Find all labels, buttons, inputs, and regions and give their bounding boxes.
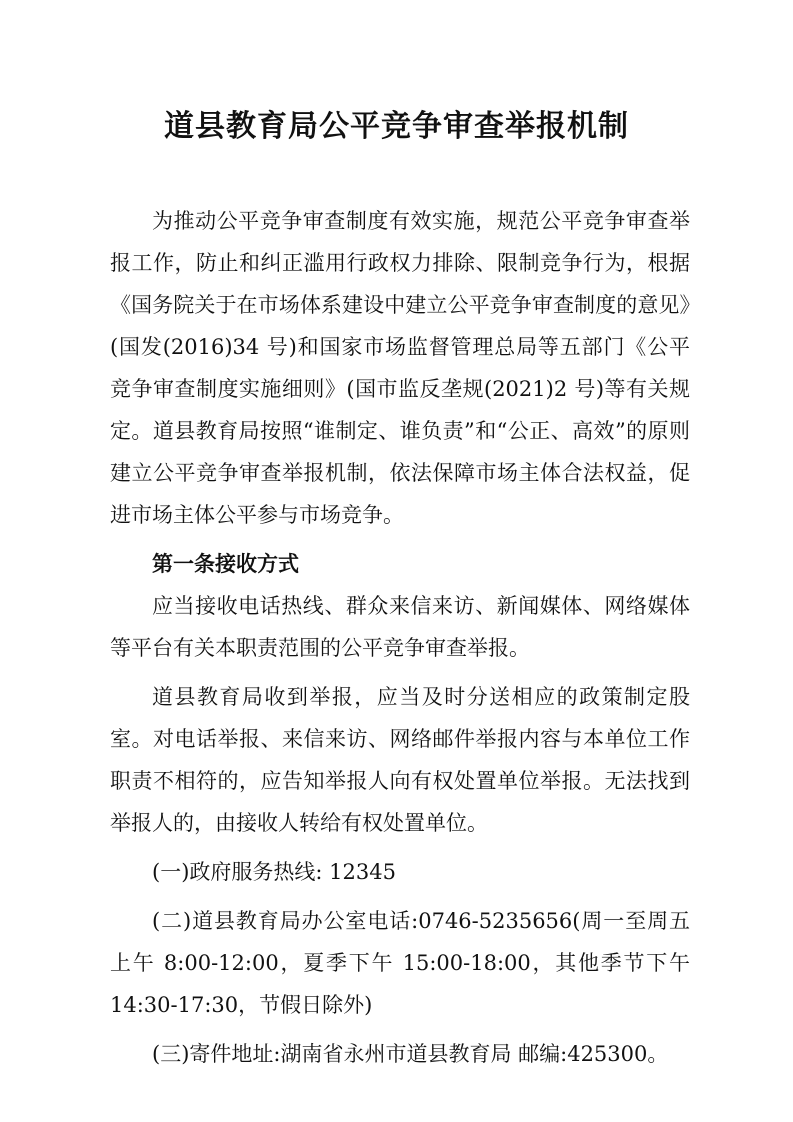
section-heading-receiving-methods: 第一条接收方式 [152,552,299,576]
hotline-item: (一)政府服务热线: 12345 [152,860,396,884]
document-body [110,200,690,1082]
handling-paragraph: 道县教育局收到举报，应当及时分送相应的政策制定股室。对电话举报、来信来访、网络邮件举报内容与本单位工作职责不相符的，应告知举报人向有权处置单位举报。无法找到举报人的，由接收人转给有权处置单位。 [110,685,690,835]
document-title: 道县教育局公平竞争审查举报机制 [164,109,629,144]
intro-paragraph: 为推动公平竞争审查制度有效实施，规范公平竞争审查举报工作，防止和纠正滥用行政权力排除、限制竞争行为，根据《国务院关于在市场体系建设中建立公平竞争审查制度的意见》(国发(2016)34 号)和国家市场监督管理总局等五部门《公平竞争审查制度实施细则》(国市监反垄规(2021)2 号)等有关规定。道县教育局按照“谁制定、谁负责”和“公正、高效”的原则建立公平竞争审查举报机制，依法保障市场主体合法权益，促进市场主体公平参与市场竞争。 [110,209,690,527]
receiving-channels-paragraph: 应当接收电话热线、群众来信来访、新闻媒体、网络媒体等平台有关本职责范围的公平竞争审查举报。 [110,594,690,660]
mail-address-item: (三)寄件地址:湖南省永州市道县教育局 邮编:425300。 [152,1042,669,1066]
office-phone-item: (二)道县教育局办公室电话:0746-5235656(周一至周五上午 8:00-12:00，夏季下午 15:00-18:00，其他季节下午14:30-17:30，节假日除外) [110,909,690,1017]
